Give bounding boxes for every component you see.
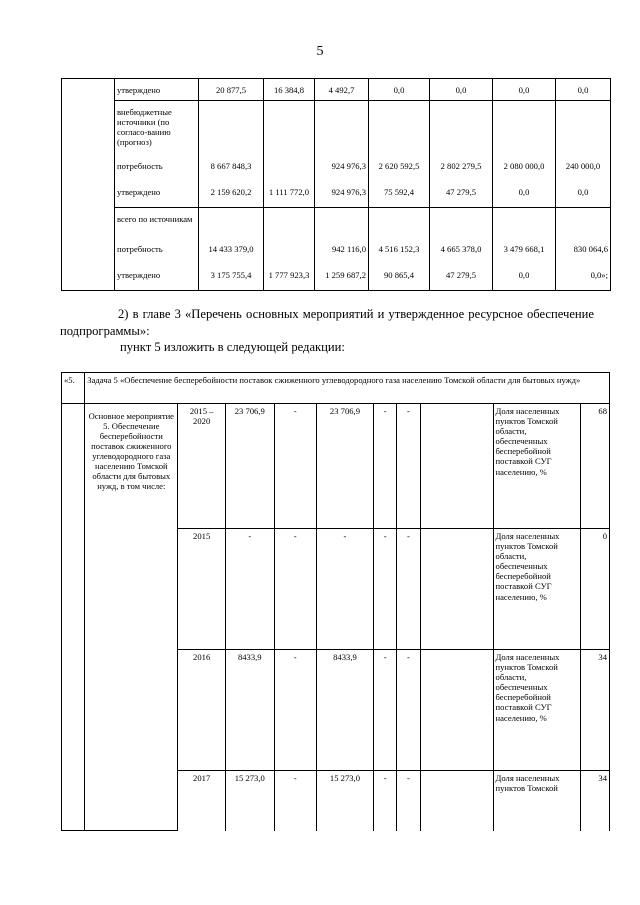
table-cell: 0,0 xyxy=(430,79,493,101)
indicator-value: 34 xyxy=(581,771,610,831)
value: 1 259 687,2 xyxy=(325,270,366,280)
empty-cell xyxy=(62,79,115,291)
table-cell: 23 706,9 xyxy=(316,404,373,529)
table-cell: 0,0 xyxy=(493,79,556,101)
row-label: утверждено xyxy=(115,79,199,101)
value xyxy=(264,244,314,270)
table-cell xyxy=(430,208,493,291)
value: 2 802 279,5 xyxy=(440,161,482,171)
table-cell: - xyxy=(374,404,397,529)
empty-cell xyxy=(420,404,493,529)
table-cell: 23 706,9 xyxy=(225,404,274,529)
table-cell xyxy=(493,101,556,208)
table-cell xyxy=(369,101,430,208)
value: 2 159 620,2 xyxy=(210,187,252,197)
indicator-cell: Доля населенных пунктов Томской области, обеспеченных бесперебойной поставкой СУГ населению, % xyxy=(493,650,581,771)
table-cell xyxy=(264,208,315,291)
table-cell: - xyxy=(397,650,420,771)
value: 4 516 152,3 xyxy=(378,244,420,254)
value: 924 976,3 xyxy=(331,187,366,197)
value: 2 080 000,0 xyxy=(503,161,545,171)
table-row xyxy=(62,79,611,101)
table-cell: - xyxy=(274,529,316,650)
table-cell xyxy=(369,208,430,291)
table-cell: - xyxy=(274,404,316,529)
value: 240 000,0 xyxy=(565,161,601,171)
table-cell: 8433,9 xyxy=(225,650,274,771)
table-row xyxy=(62,101,611,208)
empty-cell xyxy=(420,529,493,650)
empty-cell xyxy=(62,404,85,831)
indicator-value: 0 xyxy=(581,529,610,650)
table-row xyxy=(62,208,611,291)
value: 75 592,4 xyxy=(383,187,415,197)
table-cell: 20 877,5 xyxy=(199,79,264,101)
table-cell: - xyxy=(374,771,397,831)
indicator-cell: Доля населенных пунктов Томской области, обеспеченных бесперебойной поставкой СУГ населению, % xyxy=(493,404,581,529)
table-cell: - xyxy=(374,529,397,650)
indicator-cell: Доля населенных пунктов Томской области, обеспеченных бесперебойной поставкой СУГ населению, % xyxy=(493,529,581,650)
value: 0,0 xyxy=(518,187,530,197)
row-block xyxy=(115,101,199,208)
value: 4 665 378,0 xyxy=(440,244,482,254)
paragraph-chapter-3: 2) в главе 3 «Перечень основных мероприятий и утвержденное ресурсное обеспечение подпрограммы»: xyxy=(60,307,594,338)
value: 942 116,0 xyxy=(331,244,366,254)
table-cell: 8433,9 xyxy=(316,650,373,771)
row-label: утверждено xyxy=(117,187,161,197)
indicator-cell: Доля населенных пунктов Томской xyxy=(493,771,581,831)
table-cell: 16 384,8 xyxy=(264,79,315,101)
table-cell: 15 273,0 xyxy=(316,771,373,831)
funding-table xyxy=(61,78,611,291)
row-label: всего по источникам xyxy=(117,214,193,224)
value: 14 433 379,0 xyxy=(208,244,254,254)
value: 8 667 848,3 xyxy=(210,161,252,171)
table-cell xyxy=(199,208,264,291)
table-cell xyxy=(430,101,493,208)
paragraph-item-5: пункт 5 изложить в следующей редакции: xyxy=(120,340,345,354)
table-cell: 4 492,7 xyxy=(315,79,369,101)
value: 47 279,5 xyxy=(445,270,477,280)
table-cell: - xyxy=(274,650,316,771)
year-cell: 2015 – 2020 xyxy=(178,404,226,529)
task-title: Задача 5 «Обеспечение бесперебойности поставок сжиженного углеводородного газа населению Томской области для бытовых нужд» xyxy=(85,373,610,404)
year-cell: 2016 xyxy=(178,650,226,771)
value: 0,0 xyxy=(577,187,589,197)
value: 47 279,5 xyxy=(445,187,477,197)
table-cell: - xyxy=(274,771,316,831)
table-cell xyxy=(315,208,369,291)
value: 924 976,3 xyxy=(331,161,366,171)
table-cell: 0,0 xyxy=(556,79,611,101)
table-cell: - xyxy=(397,404,420,529)
table-cell xyxy=(315,101,369,208)
table-cell xyxy=(556,101,611,208)
value: 1 777 923,3 xyxy=(268,270,310,280)
empty-cell xyxy=(420,650,493,771)
value: 3 175 755,4 xyxy=(210,270,252,280)
year-cell: 2017 xyxy=(178,771,226,831)
table-cell xyxy=(493,208,556,291)
table-cell: 15 273,0 xyxy=(225,771,274,831)
activity-description: Основное мероприятие 5. Обеспечение бесперебойности поставок сжиженного углеводородного газа населению Томской области для бытовых нужд, в том числе: xyxy=(85,404,178,831)
empty-cell xyxy=(420,771,493,831)
table-cell: - xyxy=(316,529,373,650)
row-label: внебюджетные источники (по согласо-ванию (прогноз) xyxy=(117,107,172,147)
row-label: потребность xyxy=(117,244,163,254)
tasks-table xyxy=(61,372,610,831)
table-cell: - xyxy=(374,650,397,771)
table-cell: - xyxy=(225,529,274,650)
table-cell: - xyxy=(397,529,420,650)
value: 0,0»; xyxy=(590,270,608,280)
row-label: утверждено xyxy=(117,270,161,280)
table-cell xyxy=(199,101,264,208)
value: 90 865,4 xyxy=(383,270,415,280)
row-label: потребность xyxy=(117,161,163,171)
indicator-value: 34 xyxy=(581,650,610,771)
row-block xyxy=(115,208,199,291)
value: 0,0 xyxy=(518,270,530,280)
value: 2 620 592,5 xyxy=(378,161,420,171)
page-number: 5 xyxy=(316,44,324,59)
table-cell: - xyxy=(397,771,420,831)
task-number: «5. xyxy=(62,373,85,404)
value: 3 479 668,1 xyxy=(503,244,545,254)
value xyxy=(264,161,314,187)
year-cell: 2015 xyxy=(178,529,226,650)
table-cell xyxy=(264,101,315,208)
table-cell: 0,0 xyxy=(369,79,430,101)
table-row xyxy=(62,404,610,529)
value: 1 111 772,0 xyxy=(268,187,310,197)
indicator-value: 68 xyxy=(581,404,610,529)
table-cell xyxy=(556,208,611,291)
value: 830 064,6 xyxy=(573,244,608,254)
table-row xyxy=(62,373,610,404)
